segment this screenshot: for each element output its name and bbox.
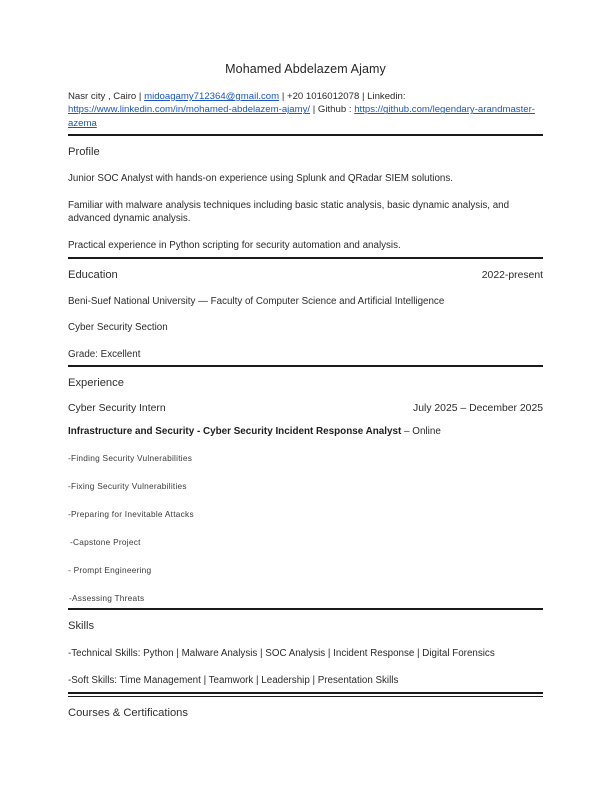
divider-skills (68, 692, 543, 697)
profile-paragraph-2: Familiar with malware analysis techniques including basic static analysis, basic dynamic analysis, and advanced dynamic analysis. (68, 199, 510, 225)
github-link[interactable]: https://github.com/legendary-arandmaster-azema (68, 104, 535, 129)
contact-location: Nasr city , Cairo (68, 91, 137, 102)
list-item: -Capstone Project (70, 536, 141, 547)
contact-divider-2: | (281, 91, 285, 102)
list-item: -Finding Security Vulnerabilities (68, 452, 193, 463)
section-profile (68, 145, 543, 252)
education-heading-row (68, 268, 543, 282)
contact-divider-1: | (138, 91, 142, 102)
profile-paragraph-1: Junior SOC Analyst with hands-on experience using Splunk and QRadar SIEM solutions. (68, 173, 454, 185)
section-experience (68, 376, 543, 604)
github-label: Github : (317, 104, 352, 116)
divider-profile (68, 257, 543, 259)
education-section: Cyber Security Section (68, 322, 168, 334)
profile-heading: Profile (68, 146, 100, 159)
section-skills (68, 619, 543, 688)
courses-heading: Courses & Certifications (68, 706, 188, 719)
skills-technical: -Technical Skills: Python | Malware Analysis | SOC Analysis | Incident Response | Digital Forensics (68, 647, 495, 659)
experience-title-row (68, 403, 543, 414)
contact-phone: +20 1016012078 (286, 91, 360, 102)
profile-paragraph-3: Practical experience in Python scripting for security automation and analysis. (68, 240, 401, 251)
education-grade: Grade: Excellent (68, 348, 141, 360)
section-education (68, 268, 543, 362)
education-heading: Education (68, 268, 118, 281)
experience-role-bold: Infrastructure and Security - Cyber Security Incident Response Analyst (68, 426, 402, 438)
experience-job-title: Cyber Security Intern (68, 403, 166, 415)
candidate-name: Mohamed Abdelazem Ajamy (225, 62, 386, 76)
experience-heading: Experience (68, 377, 124, 390)
skills-heading: Skills (68, 619, 95, 632)
contact-divider-3: | (361, 91, 365, 102)
divider-education (68, 365, 543, 367)
experience-role-line (68, 425, 543, 439)
education-institution: Beni-Suef National University — Faculty of Computer Science and Artificial Intelligence (68, 295, 445, 307)
resume-content (68, 62, 543, 720)
divider-header (68, 134, 543, 136)
divider-experience (68, 608, 543, 610)
linkedin-link[interactable]: https://www.linkedin.com/in/mohamed-abdelazem-ajamy/ (68, 104, 311, 116)
linkedin-label: Linkedin: (367, 91, 406, 102)
resume-header (68, 62, 543, 130)
contact-divider-4: | (312, 104, 316, 116)
experience-bullet-list (68, 453, 543, 604)
list-item: -Fixing Security Vulnerabilities (68, 480, 187, 491)
email-link[interactable]: midoagamy712364@gmail.com (144, 91, 280, 102)
contact-line (68, 90, 543, 130)
experience-role-plain: – Online (401, 426, 441, 438)
experience-date: July 2025 – December 2025 (413, 403, 543, 415)
list-item: -Preparing for Inevitable Attacks (68, 508, 194, 519)
list-item: -Assessing Threats (69, 592, 145, 603)
education-date: 2022-present (481, 269, 543, 281)
list-item: - Prompt Engineering (68, 564, 152, 575)
section-courses (68, 706, 543, 720)
skills-soft: -Soft Skills: Time Management | Teamwork | Leadership | Presentation Skills (68, 675, 399, 687)
